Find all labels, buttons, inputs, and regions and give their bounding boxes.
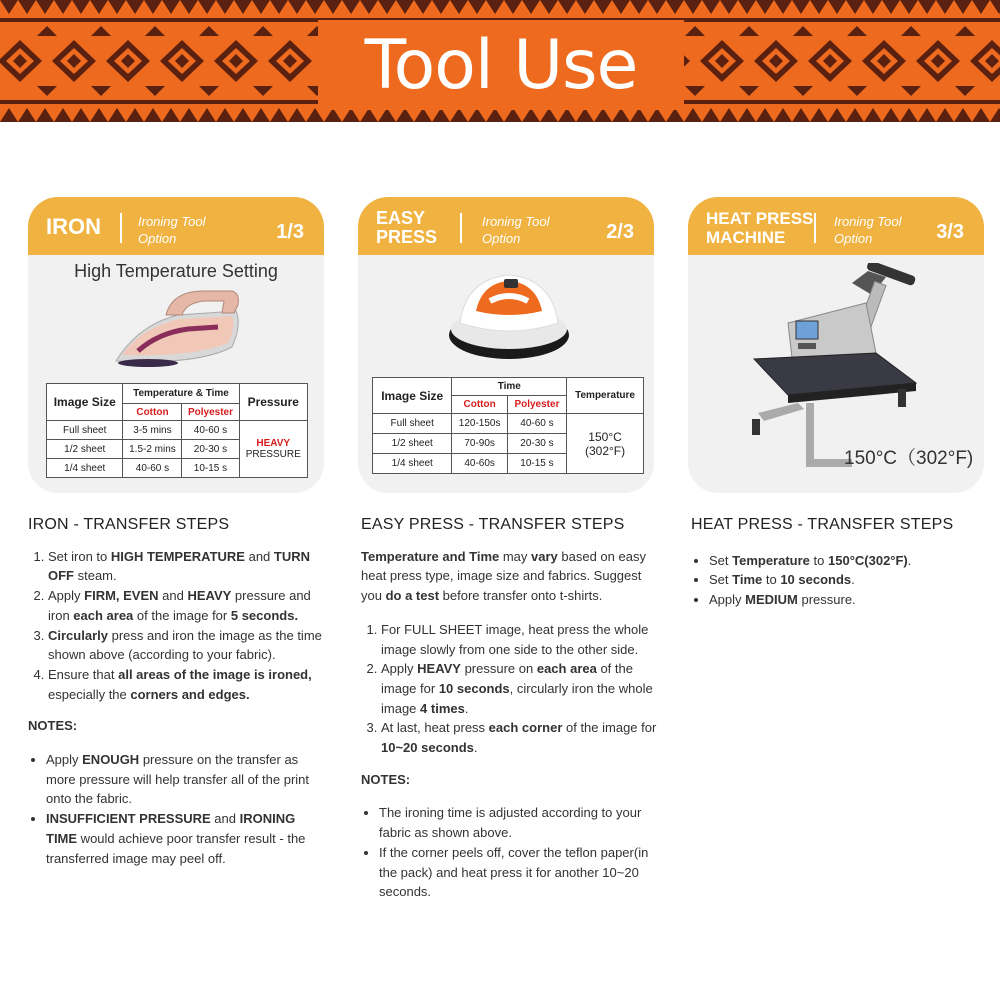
title-box xyxy=(318,20,684,110)
table-cell: 40-60s xyxy=(452,454,507,474)
heat-press-steps-list xyxy=(691,551,981,610)
table-cell: Full sheet xyxy=(373,414,452,434)
heat-press-temperature: 150°C（302°F) xyxy=(844,448,974,469)
easy-press-intro: Temperature and Time may vary based on easy heat press type, image size and fabrics. Suggest you do a test before transfer onto t-shirts. xyxy=(361,548,646,604)
section-heading: HEAT PRESS - TRANSFER STEPS xyxy=(691,516,954,533)
pressure-cell: HEAVY PRESSURE xyxy=(239,421,307,478)
table-cell: 1/4 sheet xyxy=(47,459,123,478)
iron-steps-list xyxy=(28,547,328,705)
col-image-size: Image Size xyxy=(47,384,123,421)
card-subtitle: High Temperature Setting xyxy=(74,261,278,281)
col-time: Time xyxy=(452,378,567,396)
list-item: • Set Temperature to 150°C(302°F). xyxy=(709,551,981,571)
iron-card xyxy=(28,197,324,493)
table-cell: 70-90s xyxy=(452,434,507,454)
col-temp-time: Temperature & Time xyxy=(123,384,239,404)
table-cell: Full sheet xyxy=(47,421,123,440)
iron-card-header xyxy=(28,197,324,255)
card-name: EASY PRESS xyxy=(376,208,438,247)
list-item: 4. Ensure that all areas of the image is ironed, especially the corners and edges. xyxy=(48,665,328,704)
iron-steps-section xyxy=(28,515,328,868)
card-name: HEAT PRESS MACHINE xyxy=(706,209,814,247)
card-option: Ironing Tool Option xyxy=(834,214,902,246)
easy-press-notes-list xyxy=(361,803,659,902)
col-cotton: Cotton xyxy=(123,404,182,421)
table-cell: 10-15 s xyxy=(182,459,239,478)
card-name: IRON xyxy=(46,214,101,239)
notes-label: NOTES: xyxy=(361,771,411,787)
card-number: 1/3 xyxy=(276,221,304,243)
iron-spec-table xyxy=(46,383,308,478)
table-cell: 20-30 s xyxy=(507,434,566,454)
table-cell: 120-150s xyxy=(452,414,507,434)
col-polyester: Polyester xyxy=(507,396,566,414)
table-cell: 1.5-2 mins xyxy=(123,440,182,459)
list-item: 3. At last, heat press each corner of the image for 10~20 seconds. xyxy=(381,718,659,757)
table-cell: 40-60 s xyxy=(182,421,239,440)
easy-press-card-header xyxy=(358,197,654,255)
heat-press-card xyxy=(688,197,984,493)
iron-icon xyxy=(108,285,248,373)
list-item: 2. Apply HEAVY pressure on each area of the image for 10 seconds, circularly iron the whole image 4 times. xyxy=(381,659,659,718)
table-cell: 1/2 sheet xyxy=(47,440,123,459)
divider xyxy=(814,213,816,243)
divider xyxy=(120,213,122,243)
col-cotton: Cotton xyxy=(452,396,507,414)
list-item: 3. Circularly press and iron the image as the time shown above (according to your fabric). xyxy=(48,626,328,665)
table-cell: 3-5 mins xyxy=(123,421,182,440)
table-cell: 20-30 s xyxy=(182,440,239,459)
heat-press-steps-section xyxy=(691,515,981,610)
easy-press-steps-list xyxy=(361,620,659,758)
list-item: • If the corner peels off, cover the teflon paper(in the pack) and heat press it for another 10~20 seconds. xyxy=(379,843,659,902)
section-heading: EASY PRESS - TRANSFER STEPS xyxy=(361,516,625,533)
divider xyxy=(460,213,462,243)
heat-press-card-header xyxy=(688,197,984,255)
table-cell: 1/2 sheet xyxy=(373,434,452,454)
col-image-size: Image Size xyxy=(373,378,452,414)
temperature-cell: 150°C (302°F) xyxy=(567,414,644,474)
list-item: 1. For FULL SHEET image, heat press the whole image slowly from one side to the other side. xyxy=(381,620,659,659)
easy-press-steps-section xyxy=(361,515,659,902)
list-item: • Set Time to 10 seconds. xyxy=(709,570,981,590)
card-number: 3/3 xyxy=(936,221,964,243)
list-item: • INSUFFICIENT PRESSURE and IRONING TIME would achieve poor transfer result - the transferred image may peel off. xyxy=(46,809,328,868)
table-cell: 40-60 s xyxy=(123,459,182,478)
notes-label: NOTES: xyxy=(28,718,78,734)
card-option: Ironing Tool Option xyxy=(482,214,550,246)
card-number: 2/3 xyxy=(606,221,634,243)
section-heading: IRON - TRANSFER STEPS xyxy=(28,516,230,533)
list-item: • Apply MEDIUM pressure. xyxy=(709,590,981,610)
card-option: Ironing Tool Option xyxy=(138,214,206,246)
col-temperature: Temperature xyxy=(567,378,644,414)
list-item: 1. Set iron to HIGH TEMPERATURE and TURN OFF steam. xyxy=(48,547,328,586)
easy-press-spec-table xyxy=(372,377,644,474)
iron-notes-list xyxy=(28,750,328,868)
list-item: • The ironing time is adjusted according to your fabric as shown above. xyxy=(379,803,659,842)
easy-press-icon xyxy=(446,265,572,365)
table-cell: 1/4 sheet xyxy=(373,454,452,474)
page-title: Tool Use xyxy=(364,25,638,105)
list-item: 2. Apply FIRM, EVEN and HEAVY pressure and iron each area of the image for 5 seconds. xyxy=(48,586,328,625)
table-cell: 40-60 s xyxy=(507,414,566,434)
col-pressure: Pressure xyxy=(239,384,307,421)
table-cell: 10-15 s xyxy=(507,454,566,474)
header-banner xyxy=(0,0,1000,122)
list-item: • Apply ENOUGH pressure on the transfer as more pressure will help transfer all of the print onto the fabric. xyxy=(46,750,328,809)
easy-press-card xyxy=(358,197,654,493)
col-polyester: Polyester xyxy=(182,404,239,421)
